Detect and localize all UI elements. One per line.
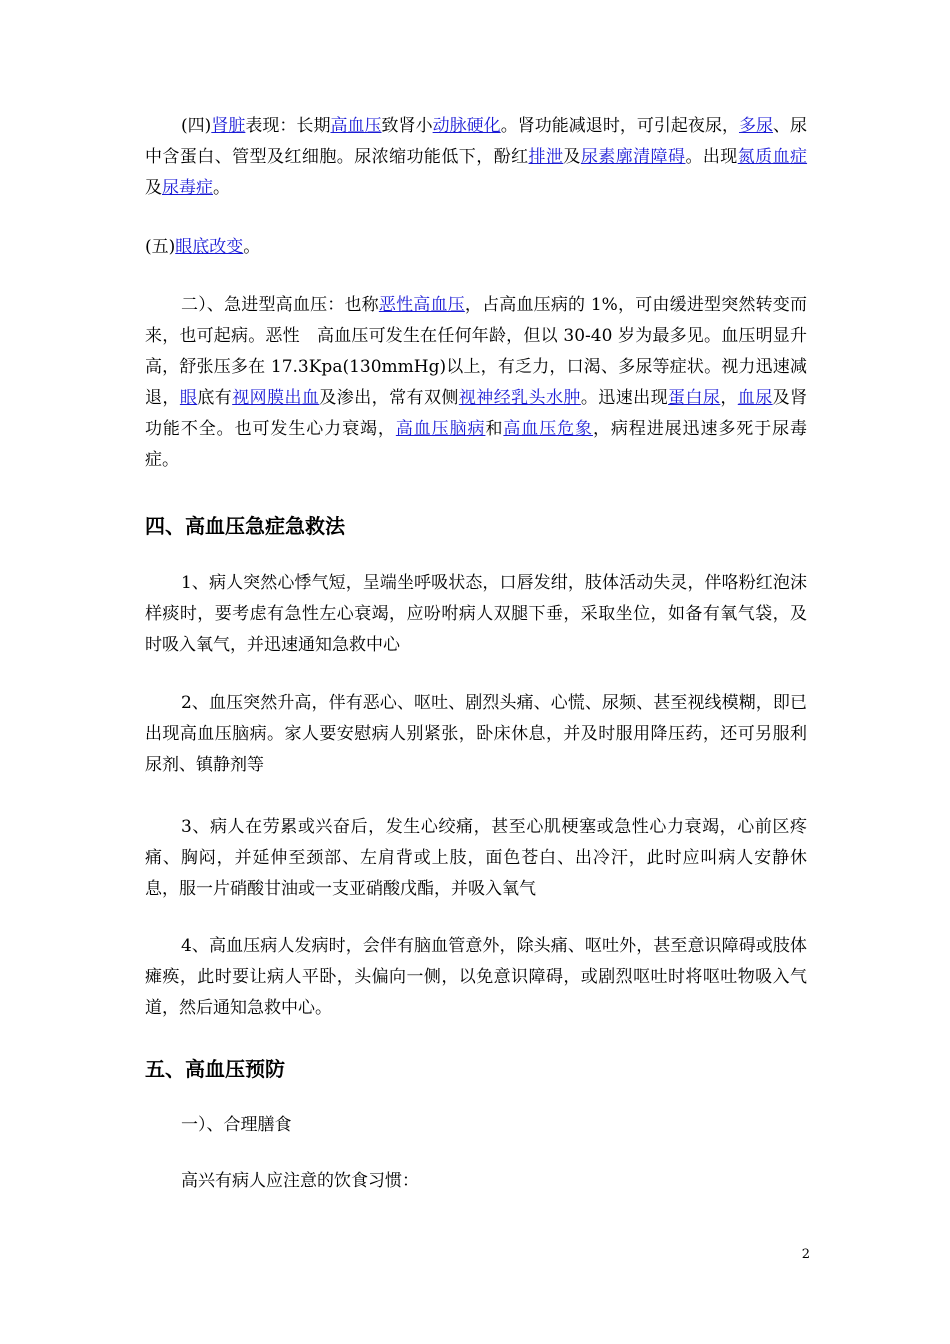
link-retinal-hemorrhage[interactable]: 视网膜出血 [232, 388, 320, 408]
page-number: 2 [801, 1247, 810, 1262]
text-run: 表现：长期 [245, 116, 331, 136]
text-run: 及肾功能不全。也可发生心力衰竭， [145, 388, 808, 439]
link-papilledema[interactable]: 视神经乳头水肿 [458, 388, 581, 408]
link-fundus-changes[interactable]: 眼底改变 [175, 237, 244, 257]
link-polyuria[interactable]: 多尿 [738, 116, 774, 136]
link-hematuria[interactable]: 血尿 [737, 388, 773, 408]
link-uremia[interactable]: 尿毒症 [162, 178, 213, 198]
link-azotemia[interactable]: 氮质血症 [737, 147, 808, 167]
text-run: 。 [243, 237, 261, 257]
text-run: 致肾小 [381, 116, 433, 136]
emergency-item-4: 4、高血压病人发病时，会伴有脑血管意外，除头痛、呕吐外，甚至意识障碍或肢体瘫痪，此时要让病人平卧，头偏向一侧，以免意识障碍，或剧烈呕吐时将呕吐物吸入气道，然后通知急救中心。 [145, 936, 807, 1018]
link-malignant-hypertension[interactable]: 恶性高血压 [378, 295, 465, 315]
link-kidney[interactable]: 肾脏 [211, 116, 246, 136]
text-run: (五) [145, 237, 176, 257]
section-heading-prevention: 五、高血压预防 [145, 1057, 285, 1081]
subheading-diet: 一）、合理膳食 [181, 1115, 292, 1135]
text-run: 及渗出，常有双侧 [319, 388, 459, 408]
text-run: 底有 [197, 388, 233, 408]
link-hypertension[interactable]: 高血压 [330, 116, 382, 136]
section-heading-emergency: 四、高血压急症急救法 [145, 514, 345, 538]
text-run: ，病程进展迅速多死于尿毒症。 [145, 419, 808, 470]
paragraph-acute-hypertension [145, 290, 807, 476]
text-run: 及 [145, 178, 162, 198]
text-run: ，占高血压病的 1%，可由缓进型突然转变而来，也可起病。恶性 高血压可发生在任何年龄，但以 30-40 岁为最多见。血压明显升高，舒张压多在 17.3Kpa(130mmHg)以上，有乏力，口渴、多尿等症状。视力迅速减退， [145, 295, 808, 408]
text-run: 和 [485, 419, 504, 439]
text-run: (四) [181, 116, 212, 136]
emergency-item-2: 2、血压突然升高，伴有恶心、呕吐、剧烈头痛、心慌、尿频、甚至视线模糊，即已出现高血压脑病。家人要安慰病人别紧张，卧床休息，并及时服用降压药，还可另服利尿剂、镇静剂等 [145, 693, 807, 775]
text-run: 二）、急进型高血压：也称 [181, 295, 379, 315]
link-proteinuria[interactable]: 蛋白尿 [668, 388, 721, 408]
text-run: 及 [563, 147, 581, 167]
link-excretion[interactable]: 排泄 [528, 147, 564, 167]
emergency-item-3: 3、病人在劳累或兴奋后，发生心绞痛，甚至心肌梗塞或急性心力衰竭，心前区疼痛、胸闷，并延伸至颈部、左肩背或上肢，面色苍白、出冷汗，此时应叫病人安静休息，服一片硝酸甘油或一支亚硝酸戊酯，并吸入氧气 [145, 817, 807, 899]
link-eye[interactable]: 眼 [179, 388, 198, 408]
link-urea-clearance[interactable]: 尿素廓清障碍 [580, 147, 686, 167]
diet-intro: 高兴有病人应注意的饮食习惯： [181, 1171, 419, 1191]
text-run: 。 [213, 178, 230, 198]
emergency-item-1: 1、病人突然心悸气短，呈端坐呼吸状态，口唇发绀，肢体活动失灵，伴咯粉红泡沫样痰时，要考虑有急性左心衰竭，应吩咐病人双腿下垂，采取坐位，如备有氧气袋，及时吸入氧气，并迅速通知急救中心 [145, 573, 807, 655]
text-run: 。肾功能减退时，可引起夜尿， [500, 116, 739, 136]
link-hypertensive-encephalopathy[interactable]: 高血压脑病 [395, 419, 486, 439]
text-run: 。迅速出现 [580, 388, 669, 408]
text-run: 。出现 [685, 147, 738, 167]
link-arteriosclerosis[interactable]: 动脉硬化 [432, 116, 501, 136]
text-run: ， [720, 388, 738, 408]
paragraph-fundus [145, 232, 807, 263]
link-hypertensive-crisis[interactable]: 高血压危象 [503, 419, 593, 439]
paragraph-kidney [145, 111, 807, 204]
text-run: 、尿中含蛋白、管型及红细胞。尿浓缩功能低下，酚红 [145, 116, 808, 167]
